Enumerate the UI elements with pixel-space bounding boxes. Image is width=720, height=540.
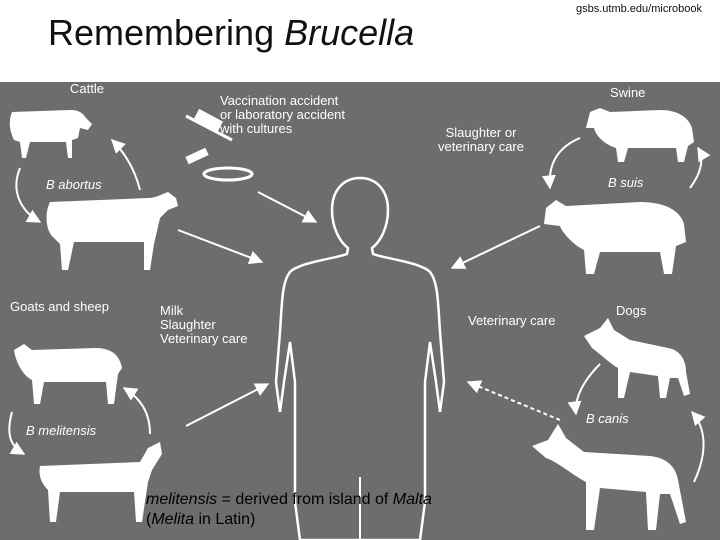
label-goats-sheep: Goats and sheep (10, 299, 110, 314)
dog-cycle-arrow-down (576, 364, 600, 414)
label-b-abortus-text: B abortus (46, 177, 102, 192)
caption-species: melitensis (146, 491, 218, 508)
caption-line1 (146, 490, 432, 510)
source-url: gsbs.utmb.edu/microbook (576, 3, 702, 15)
caption-paren: ( (146, 511, 152, 528)
label-milk-slaughter (160, 304, 247, 346)
label-slaughter: Slaughter (160, 317, 216, 332)
pig-icon (544, 200, 686, 274)
dog-to-human-arrow (468, 382, 560, 420)
label-veterinary-care: Veterinary care (468, 313, 556, 328)
label-b-melitensis (26, 424, 96, 438)
lab-to-human-arrow (258, 192, 316, 222)
label-dogs: Dogs (616, 303, 647, 318)
label-b-abortus (46, 178, 102, 192)
caption-latin: in Latin) (194, 511, 256, 528)
label-slaughter-vet-line2: veterinary care (438, 139, 524, 154)
caption-melita: Melita (151, 511, 195, 528)
goat-cycle-arrow-up (124, 388, 150, 434)
label-slaughter-vet (438, 126, 524, 154)
title-genus: Brucella (284, 12, 415, 53)
cattle-cycle-arrow-up (112, 140, 140, 190)
cow-icon (47, 192, 178, 270)
label-b-suis-text: B suis (608, 175, 644, 190)
title-text: Remembering (48, 12, 285, 53)
page-title (48, 12, 414, 54)
goat-icon (39, 442, 162, 522)
label-vaccination-line2: or laboratory accident (220, 107, 346, 122)
label-b-canis (586, 412, 629, 426)
dog-canis-icon (532, 424, 686, 530)
dog-cycle-arrow-up (692, 412, 704, 482)
cow-to-human-arrow (178, 230, 262, 262)
swine-icon (586, 108, 694, 162)
pig-to-human-arrow (452, 226, 540, 268)
label-b-canis-text: B canis (586, 411, 629, 426)
label-vaccination (220, 94, 345, 136)
label-b-suis (608, 176, 643, 190)
label-slaughter-vet-line1: Slaughter or (445, 125, 517, 140)
cattle-icon (10, 110, 92, 158)
sheep-icon (14, 344, 122, 404)
cattle-cycle-arrow-down (16, 168, 40, 222)
dog-icon (584, 318, 690, 398)
label-vaccination-line1: Vaccination accident (220, 93, 339, 108)
label-swine: Swine (610, 85, 646, 100)
diagram-panel (0, 82, 720, 540)
label-vet-care-left: Veterinary care (160, 331, 248, 346)
swine-cycle-arrow-down (550, 138, 580, 188)
caption-derived: = derived from island of (217, 491, 393, 508)
swine-cycle-arrow-up (690, 148, 701, 188)
caption (146, 490, 432, 530)
petri-dish-icon (204, 168, 252, 180)
caption-malta: Malta (392, 491, 432, 508)
label-b-melitensis-text: B melitensis (26, 423, 97, 438)
vial-icon (185, 148, 208, 165)
caption-line2 (146, 510, 432, 530)
label-milk: Milk (160, 303, 184, 318)
goat-to-human-arrow (186, 384, 268, 426)
label-cattle: Cattle (70, 82, 104, 96)
label-vaccination-line3: with cultures (220, 121, 293, 136)
sheep-cycle-arrow-down (9, 412, 24, 454)
